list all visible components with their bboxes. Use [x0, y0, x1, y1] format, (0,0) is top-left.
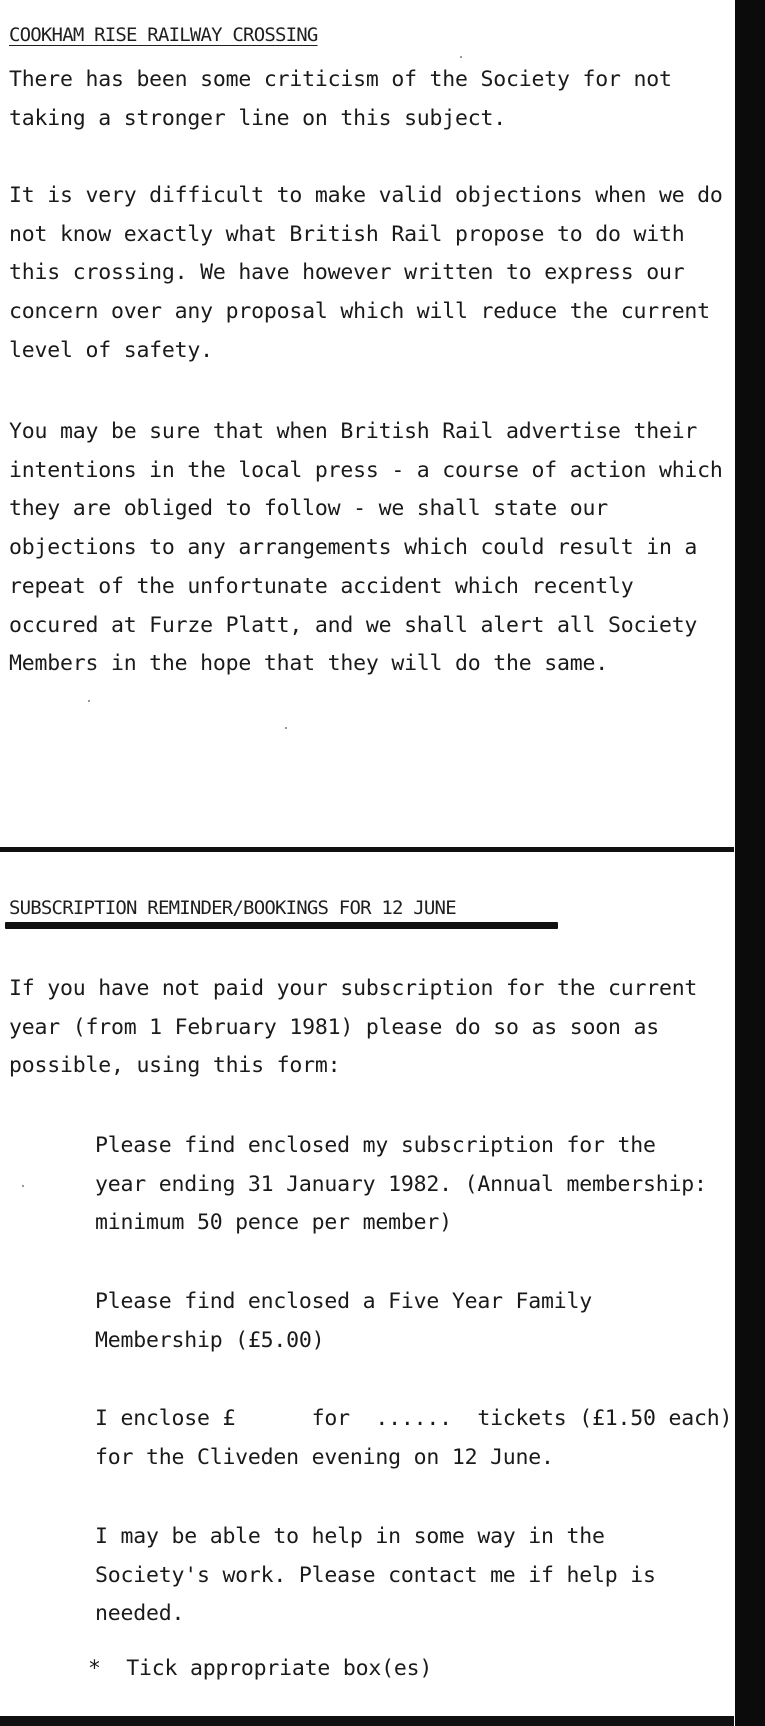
text-line: * Tick appropriate box(es) — [88, 1656, 433, 1681]
page-right-border — [735, 0, 765, 1726]
text-line: for the Cliveden evening on 12 June. — [95, 1444, 554, 1470]
text-line: this crossing. We have however written to express our — [9, 260, 685, 286]
form-item-family-membership — [95, 1283, 735, 1360]
text-line: occured at Furze Platt, and we shall alert all Society — [9, 612, 698, 638]
text-line: minimum 50 pence per member) — [95, 1210, 452, 1236]
text-line: Membership (£5.00) — [95, 1327, 325, 1353]
paragraph-british-rail — [9, 413, 734, 684]
section-heading-subscription: SUBSCRIPTION REMINDER/BOOKINGS FOR 12 JUNE — [9, 897, 456, 919]
text-line: not know exactly what British Rail propose to do with — [9, 221, 685, 247]
text-line: repeat of the unfortunate accident which recently — [9, 573, 634, 599]
heading-underline — [5, 922, 558, 929]
text-line: level of safety. — [9, 337, 213, 363]
text-line: Please find enclosed my subscription for the — [95, 1133, 656, 1158]
text-line: concern over any proposal which will reduce the current — [9, 299, 710, 325]
paragraph-criticism — [9, 61, 734, 138]
form-item-volunteer-help — [95, 1518, 735, 1634]
text-line: I enclose £ for ...... tickets (£1.50 each) — [95, 1406, 733, 1431]
section-divider — [0, 847, 734, 852]
footnote-tick-boxes — [88, 1650, 728, 1689]
paper-speck — [22, 1185, 24, 1187]
text-line: they are obliged to follow - we shall state our — [9, 496, 608, 522]
text-line: It is very difficult to make valid objections when we do — [9, 183, 723, 208]
text-line: intentions in the local press - a course of action which — [9, 457, 723, 483]
paragraph-objections — [9, 177, 734, 371]
paper-speck — [285, 727, 287, 729]
text-line: year (from 1 February 1981) please do so as soon as — [9, 1014, 659, 1040]
paper-speck — [460, 56, 462, 58]
text-line: objections to any arrangements which could result in a — [9, 535, 698, 561]
form-item-cliveden-tickets — [95, 1400, 735, 1477]
text-line: needed. — [95, 1601, 185, 1627]
form-item-annual-subscription — [95, 1127, 735, 1243]
text-line: There has been some criticism of the Society for not — [9, 67, 672, 92]
page-bottom-edge — [0, 1716, 734, 1726]
text-line: I may be able to help in some way in the — [95, 1524, 605, 1549]
text-line: If you have not paid your subscription for the current — [9, 976, 698, 1001]
text-line: year ending 31 January 1982. (Annual membership: — [95, 1171, 707, 1197]
text-line: taking a stronger line on this subject. — [9, 105, 507, 131]
section-heading-railway-crossing: COOKHAM RISE RAILWAY CROSSING — [9, 24, 318, 46]
text-line: Society's work. Please contact me if help is — [95, 1562, 656, 1588]
text-line: Please find enclosed a Five Year Family — [95, 1289, 593, 1314]
paragraph-subscription-intro — [9, 970, 734, 1086]
paper-speck — [88, 700, 90, 702]
text-line: possible, using this form: — [9, 1053, 341, 1079]
text-line: You may be sure that when British Rail advertise their — [9, 419, 698, 444]
text-line: Members in the hope that they will do the same. — [9, 651, 608, 677]
